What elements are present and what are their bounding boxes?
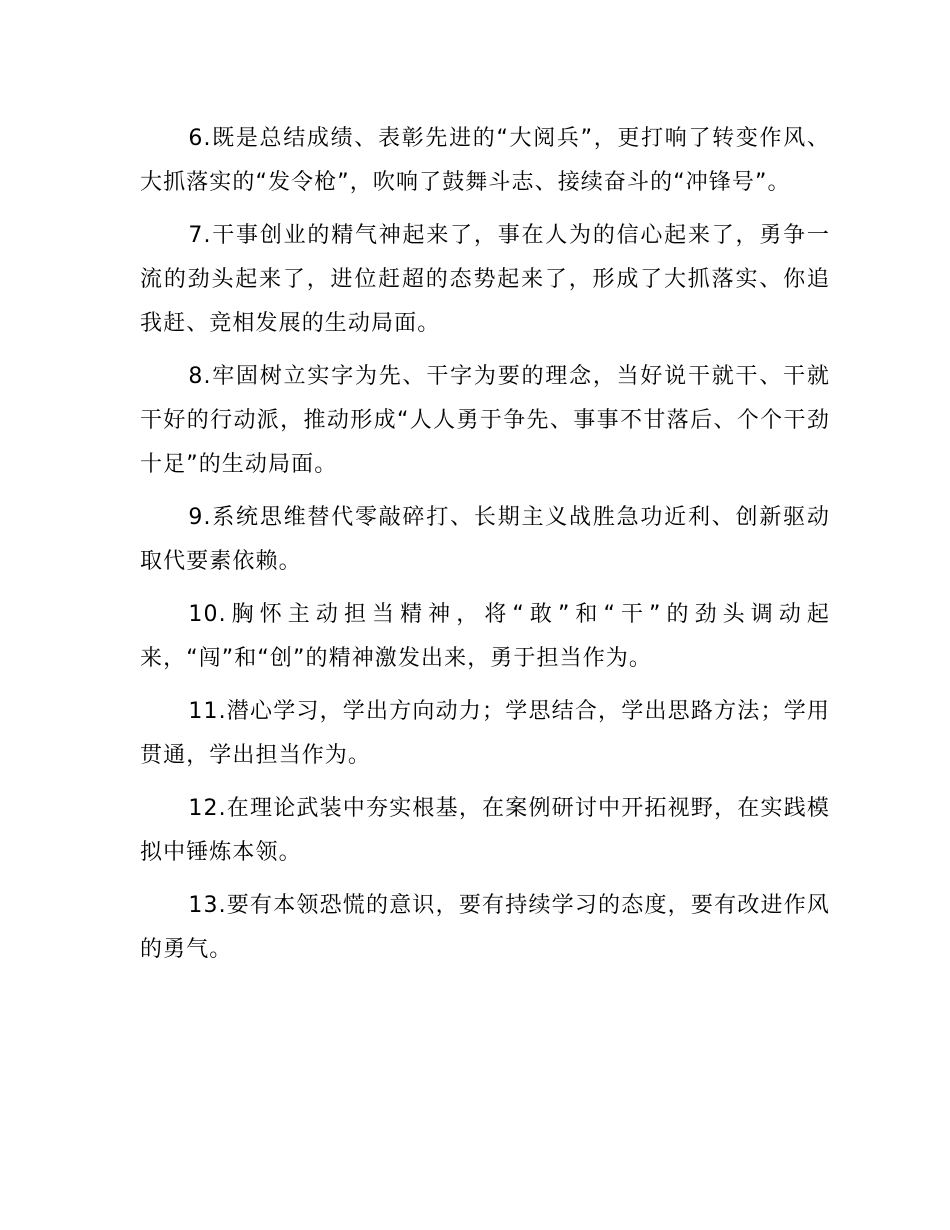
paragraph-13: 13.要有本领恐慌的意识，要有持续学习的态度，要有改进作风的勇气。 [140, 893, 830, 962]
paragraph-9: 9.系统思维替代零敲碎打、长期主义战胜急功近利、创新驱动取代要素依赖。 [140, 505, 830, 574]
paragraph-11: 11.潜心学习，学出方向动力；学思结合，学出思路方法；学用贯通，学出担当作为。 [140, 699, 830, 768]
paragraph-8: 8.牢固树立实字为先、干字为要的理念，当好说干就干、干就干好的行动派，推动形成“人人勇于争先、事事不甘落后、个个干劲十足”的生动局面。 [140, 364, 830, 477]
paragraph-6: 6.既是总结成绩、表彰先进的“大阅兵”，更打响了转变作风、大抓落实的“发令枪”，吹响了鼓舞斗志、接续奋斗的“冲锋号”。 [140, 126, 830, 195]
paragraph-10: 10.胸怀主动担当精神，将“敢”和“干”的劲头调动起来，“闯”和“创”的精神激发出来，勇于担当作为。 [140, 602, 830, 671]
document-body [140, 117, 830, 981]
paragraph-12: 12.在理论武装中夯实根基，在案例研讨中开拓视野，在实践模拟中锤炼本领。 [140, 796, 830, 865]
paragraph-7: 7.干事创业的精气神起来了，事在人为的信心起来了，勇争一流的劲头起来了，进位赶超的态势起来了，形成了大抓落实、你追我赶、竞相发展的生动局面。 [140, 223, 830, 336]
